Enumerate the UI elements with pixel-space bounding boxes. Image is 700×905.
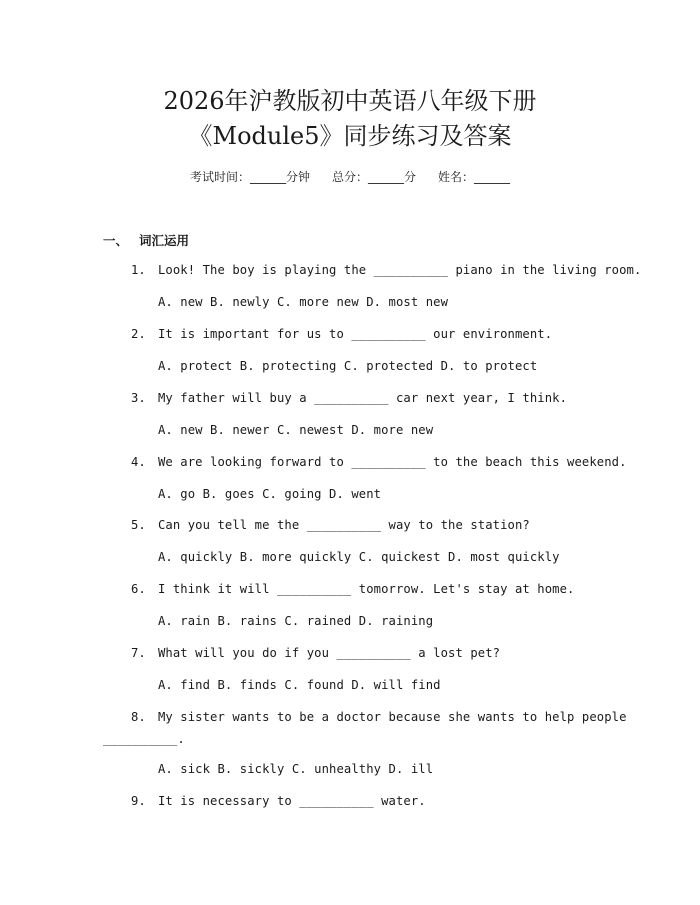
question-number: 6. xyxy=(131,582,146,596)
page-title: 2026年沪教版初中英语八年级下册 xyxy=(163,87,537,115)
question-2-options: A. protect B. protecting C. protected D. to protect xyxy=(158,359,538,373)
question-number: 9. xyxy=(131,794,146,808)
section-heading xyxy=(103,231,189,249)
question-text: My sister wants to be a doctor because she wants to help people xyxy=(158,710,627,724)
question-number: 8. xyxy=(131,710,146,724)
question-5-options: A. quickly B. more quickly C. quickest D. most quickly xyxy=(158,550,560,564)
question-text: It is important for us to __________ our environment. xyxy=(158,327,553,341)
exam-time: 考试时间：______分钟 xyxy=(189,170,310,184)
question-text: I think it will __________ tomorrow. Let's stay at home. xyxy=(158,582,575,596)
question-number: 3. xyxy=(131,391,146,405)
question-text: What will you do if you __________ a lost pet? xyxy=(158,646,501,660)
page-subtitle: 《Module5》同步练习及答案 xyxy=(188,122,512,150)
question-6-options: A. rain B. rains C. rained D. raining xyxy=(158,614,434,628)
section-number: 一、 xyxy=(103,233,129,248)
question-text: Can you tell me the __________ way to the station? xyxy=(158,518,530,532)
question-number: 1. xyxy=(131,263,146,277)
exam-score: 总分：______分 xyxy=(331,170,416,184)
question-1-options: A. new B. newly C. more new D. most new xyxy=(158,295,449,309)
question-number: 4. xyxy=(131,455,146,469)
question-text: It is necessary to __________ water. xyxy=(158,794,426,808)
student-name: 姓名：______ xyxy=(438,170,511,184)
question-number: 5. xyxy=(131,518,146,532)
exam-info xyxy=(0,168,700,185)
question-3-options: A. new B. newer C. newest D. more new xyxy=(158,423,434,437)
question-4-options: A. go B. goes C. going D. went xyxy=(158,487,382,501)
question-8-options: A. sick B. sickly C. unhealthy D. ill xyxy=(158,762,434,776)
section-title: 词汇运用 xyxy=(139,233,190,248)
question-number: 7. xyxy=(131,646,146,660)
question-number: 2. xyxy=(131,327,146,341)
question-7-options: A. find B. finds C. found D. will find xyxy=(158,678,441,692)
question-text: Look! The boy is playing the __________ piano in the living room. xyxy=(158,263,642,277)
question-text: We are looking forward to __________ to the beach this weekend. xyxy=(158,455,627,469)
question-8-continuation: __________. xyxy=(103,732,185,746)
question-text: My father will buy a __________ car next year, I think. xyxy=(158,391,568,405)
